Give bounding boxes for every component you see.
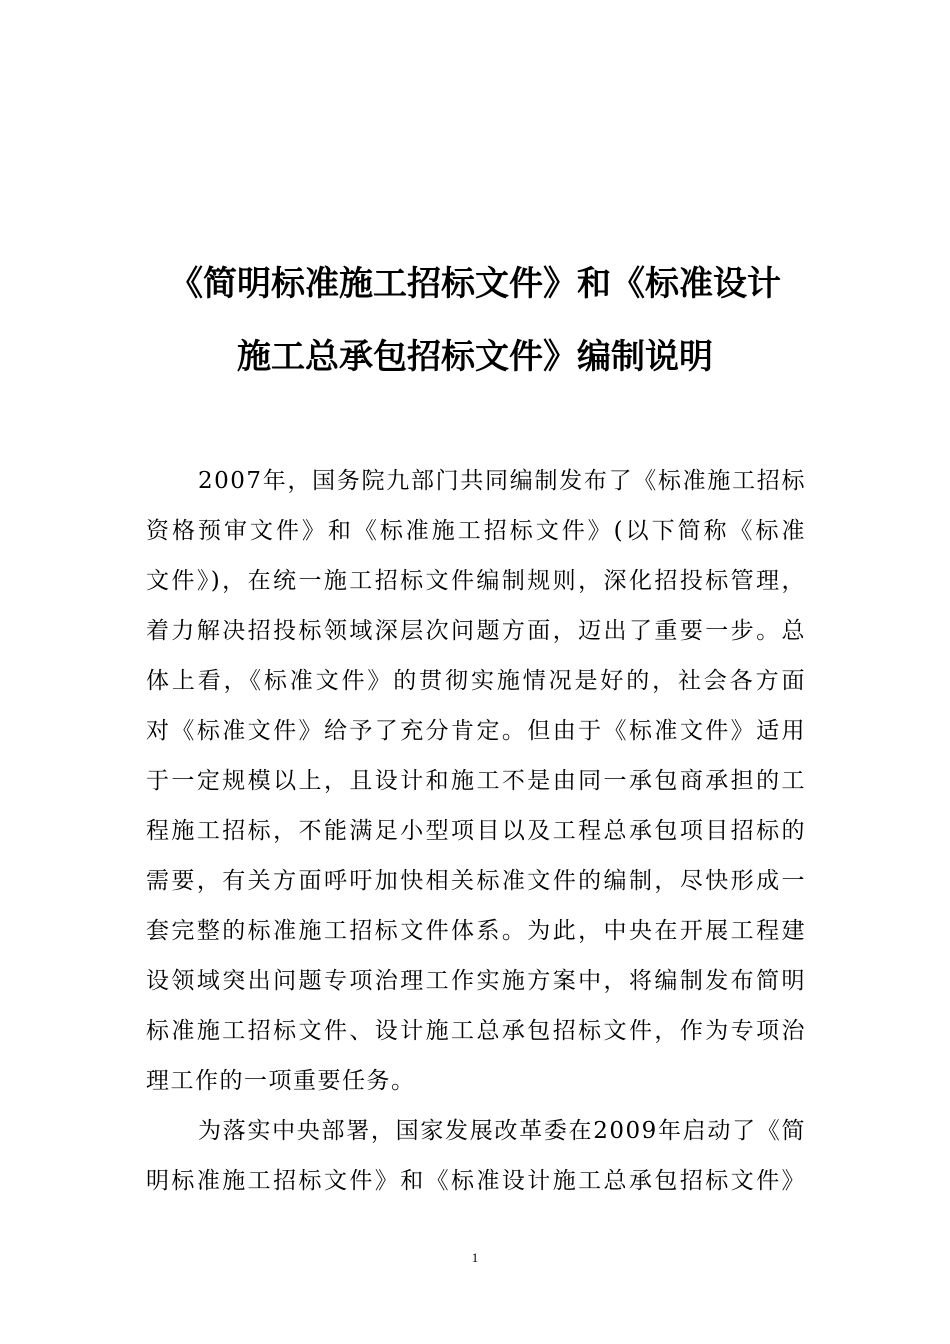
paragraph-line: 设领域突出问题专项治理工作实施方案中，将编制发布简明 bbox=[146, 968, 806, 994]
paragraph-line: 对《标准文件》给予了充分肯定。但由于《标准文件》适用 bbox=[146, 718, 806, 744]
paragraph-line: 文件》)，在统一施工招标文件编制规则，深化招投标管理， bbox=[146, 568, 806, 594]
document-title-line-2: 施工总承包招标文件》编制说明 bbox=[237, 337, 713, 377]
page-number: 1 bbox=[471, 1250, 479, 1265]
paragraph-line: 需要，有关方面呼吁加快相关标准文件的编制，尽快形成一 bbox=[146, 868, 806, 894]
document-title-line-1: 《简明标准施工招标文件》和《标准设计 bbox=[169, 264, 781, 304]
paragraph-line: 于一定规模以上，且设计和施工不是由同一承包商承担的工 bbox=[146, 768, 806, 794]
paragraph-line: 体上看，《标准文件》的贯彻实施情况是好的，社会各方面 bbox=[146, 668, 806, 694]
paragraph-line: 着力解决招投标领域深层次问题方面，迈出了重要一步。总 bbox=[146, 618, 806, 644]
paragraph-line: 明标准施工招标文件》和《标准设计施工总承包招标文件》 bbox=[146, 1168, 806, 1194]
paragraph-line: 程施工招标，不能满足小型项目以及工程总承包项目招标的 bbox=[146, 818, 806, 844]
paragraph-line: 资格预审文件》和《标准施工招标文件》(以下简称《标准 bbox=[146, 518, 806, 544]
paragraph-line: 套完整的标准施工招标文件体系。为此，中央在开展工程建 bbox=[146, 918, 806, 944]
paragraph-line: 理工作的一项重要任务。 bbox=[146, 1068, 416, 1094]
paragraph-line: 标准施工招标文件、设计施工总承包招标文件，作为专项治 bbox=[146, 1018, 806, 1044]
paragraph-line: 2007年，国务院九部门共同编制发布了《标准施工招标 bbox=[198, 468, 806, 494]
paragraph-line: 为落实中央部署，国家发展改革委在2009年启动了《简 bbox=[198, 1118, 806, 1144]
